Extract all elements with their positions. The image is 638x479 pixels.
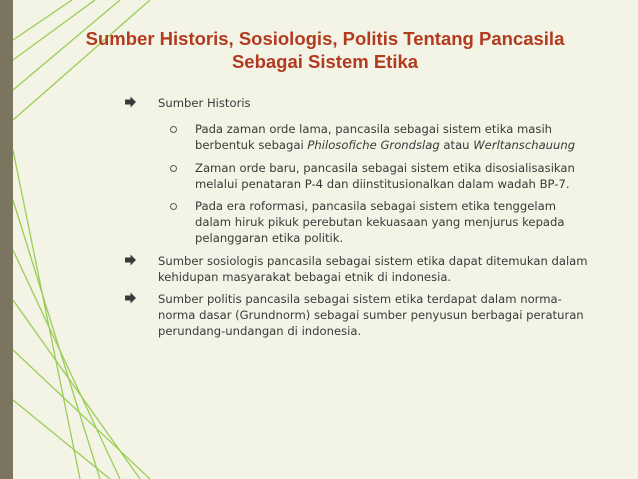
circle-bullet-icon <box>170 126 177 133</box>
sub-bullet-text: Pada zaman orde lama, pancasila sebagai sistem etika masih berbentuk sebagai Philosofiche Grondslag atau Werltanschauung <box>195 122 576 153</box>
title-line-2: Sebagai Sistem Etika <box>231 51 419 72</box>
slide-content <box>124 95 594 346</box>
circle-bullet-icon <box>170 165 177 172</box>
bullet-historis <box>124 95 594 111</box>
title-line-1: Sumber Historis, Sosiologis, Politis Tentang Pancasila <box>85 28 565 49</box>
sub-bullet-reformasi <box>124 198 594 247</box>
bullet-text: Sumber politis pancasila sebagai sistem etika terdapat dalam norma-norma dasar (Grundnorm) sebagai sumber penyusun berbagai peraturan perundang-undangan di indonesia. <box>158 292 584 339</box>
arrow-bullet-icon <box>124 96 137 108</box>
bullet-sosiologis <box>124 253 594 285</box>
arrow-bullet-icon <box>124 292 137 304</box>
sub-bullet-orde-baru <box>124 160 594 192</box>
slide-title <box>40 27 610 73</box>
sub-bullet-text: Pada era roformasi, pancasila sebagai sistem etika tenggelam dalam hiruk pikuk perebutan kekuasaan yang menjurus kepada pelanggaran etika politik. <box>195 199 565 246</box>
sub-bullet-text: Zaman orde baru, pancasila sebagai sistem etika disosialisasikan melalui penataran P-4 dan diinstitusionalkan dalam wadah BP-7. <box>195 160 575 191</box>
bullet-text: Sumber sosiologis pancasila sebagai sistem etika dapat ditemukan dalam kehidupan masyarakat bebagai etnik di indonesia. <box>158 253 588 284</box>
sub-bullet-orde-lama <box>124 121 594 153</box>
circle-bullet-icon <box>170 203 177 210</box>
bullet-text: Sumber Historis <box>158 96 251 110</box>
arrow-bullet-icon <box>124 254 137 266</box>
bullet-politis <box>124 291 594 340</box>
